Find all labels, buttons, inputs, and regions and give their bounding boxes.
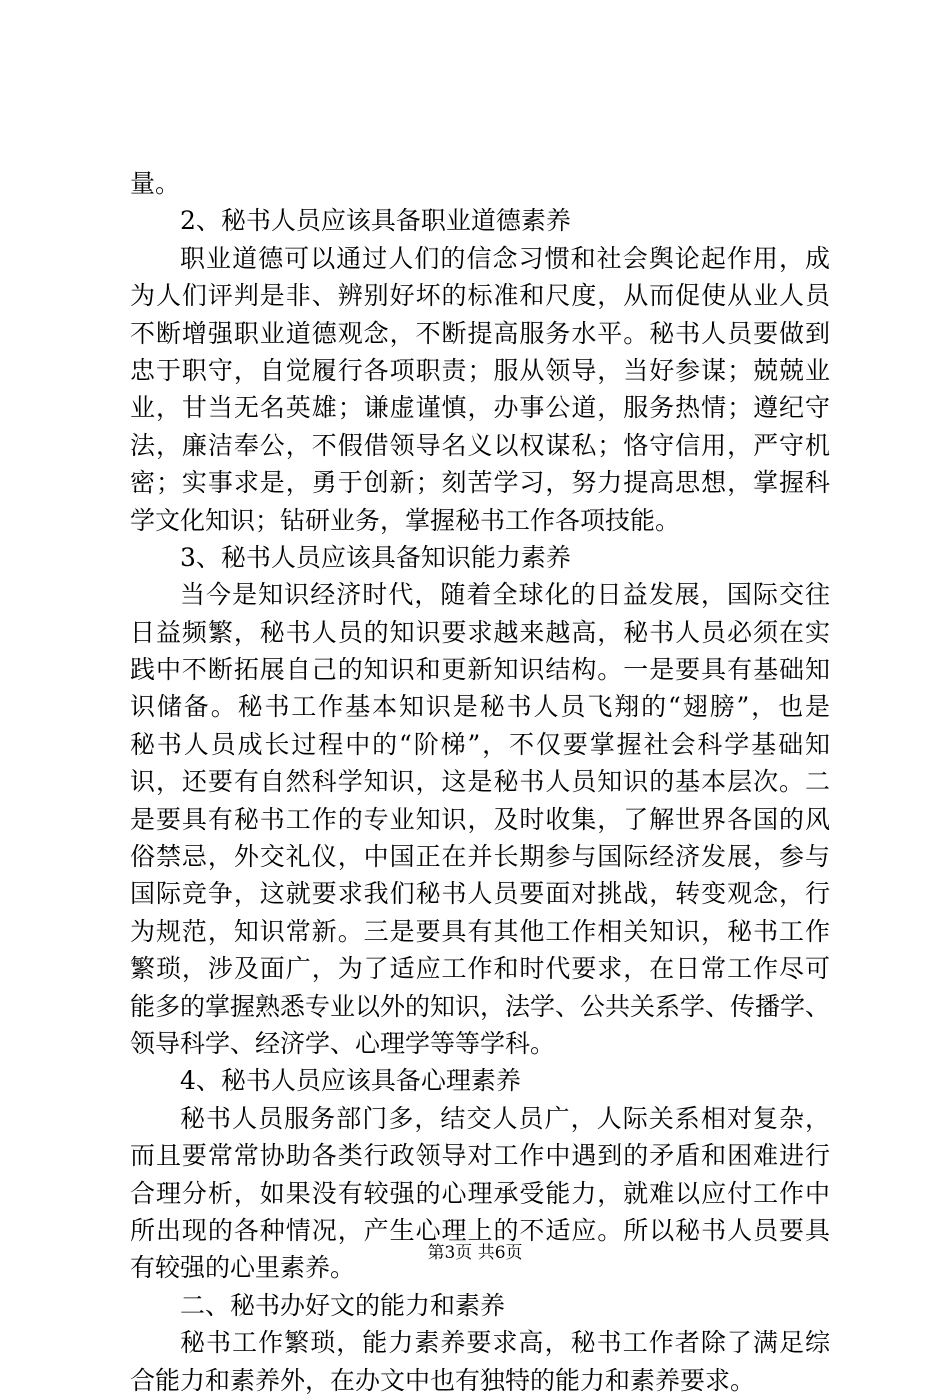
- text-line: 为人们评判是非、辨别好坏的标准和尺度，从而促使从业人员: [130, 281, 830, 311]
- text-line: 繁琐，涉及面广，为了适应工作和时代要求，在日常工作尽可: [130, 954, 830, 984]
- text-line: 秘书人员服务部门多，结交人员广，人际关系相对复杂，: [180, 1103, 830, 1133]
- text-line: 学文化知识；钻研业务，掌握秘书工作各项技能。: [130, 505, 681, 535]
- text-line: 所出现的各种情况，产生心理上的不适应。所以秘书人员要具: [130, 1215, 830, 1245]
- text-line: 忠于职守，自觉履行各项职责；服从领导，当好参谋；兢兢业: [130, 355, 830, 385]
- text-line: 不断增强职业道德观念，不断提高服务水平。秘书人员要做到: [130, 318, 830, 348]
- text-line: 法，廉洁奉公，不假借领导名义以权谋私；恪守信用，严守机: [130, 430, 830, 460]
- text-line: 有较强的心里素养。: [130, 1253, 356, 1283]
- section-heading: 3、秘书人员应该具备知识能力素养: [180, 542, 571, 572]
- text-line: 密；实事求是，勇于创新；刻苦学习，努力提高思想，掌握科: [130, 468, 830, 498]
- text-line: 而且要常常协助各类行政领导对工作中遇到的矛盾和困难进行: [130, 1141, 830, 1171]
- text-line: 是要具有秘书工作的专业知识，及时收集，了解世界各国的风: [130, 804, 830, 834]
- text-line: 合能力和素养外，在办文中也有独特的能力和素养要求。: [130, 1365, 756, 1395]
- text-line: 践中不断拓展自己的知识和更新知识结构。一是要具有基础知: [130, 655, 830, 685]
- text-line: 国际竞争，这就要求我们秘书人员要面对挑战，转变观念，行: [130, 879, 830, 909]
- text-line: 合理分析，如果没有较强的心理承受能力，就难以应付工作中: [130, 1178, 830, 1208]
- text-line: 俗禁忌，外交礼仪，中国正在并长期参与国际经济发展，参与: [130, 842, 830, 872]
- page-number-footer: 第3页 共6页: [427, 1243, 523, 1263]
- text-line: 职业道德可以通过人们的信念习惯和社会舆论起作用，成: [180, 243, 830, 273]
- text-line: 识，还要有自然科学知识，这是秘书人员知识的基本层次。二: [130, 767, 830, 797]
- text-line: 量。: [130, 169, 181, 198]
- text-line: 秘书人员成长过程中的“阶梯”，不仅要掌握社会科学基础知: [130, 729, 830, 759]
- section-heading: 二、秘书办好文的能力和素养: [180, 1290, 506, 1320]
- text-line: 领导科学、经济学、心理学等等学科。: [130, 1028, 556, 1058]
- body-text: [130, 165, 830, 1399]
- text-line: 识储备。秘书工作基本知识是秘书人员飞翔的“翅膀”，也是: [130, 692, 830, 722]
- text-line: 为规范，知识常新。三是要具有其他工作相关知识，秘书工作: [130, 916, 830, 946]
- text-line: 日益频繁，秘书人员的知识要求越来越高，秘书人员必须在实: [130, 617, 830, 647]
- text-line: 能多的掌握熟悉专业以外的知识，法学、公共关系学、传播学、: [130, 991, 831, 1021]
- text-line: 秘书工作繁琐，能力素养要求高，秘书工作者除了满足综: [180, 1328, 830, 1358]
- section-heading: 2、秘书人员应该具备职业道德素养: [180, 206, 571, 236]
- text-line: 当今是知识经济时代，随着全球化的日益发展，国际交往: [180, 580, 830, 610]
- section-heading: 4、秘书人员应该具备心理素养: [180, 1066, 521, 1096]
- text-line: 业，甘当无名英雄；谦虚谨慎，办事公道，服务热情；遵纪守: [130, 393, 830, 423]
